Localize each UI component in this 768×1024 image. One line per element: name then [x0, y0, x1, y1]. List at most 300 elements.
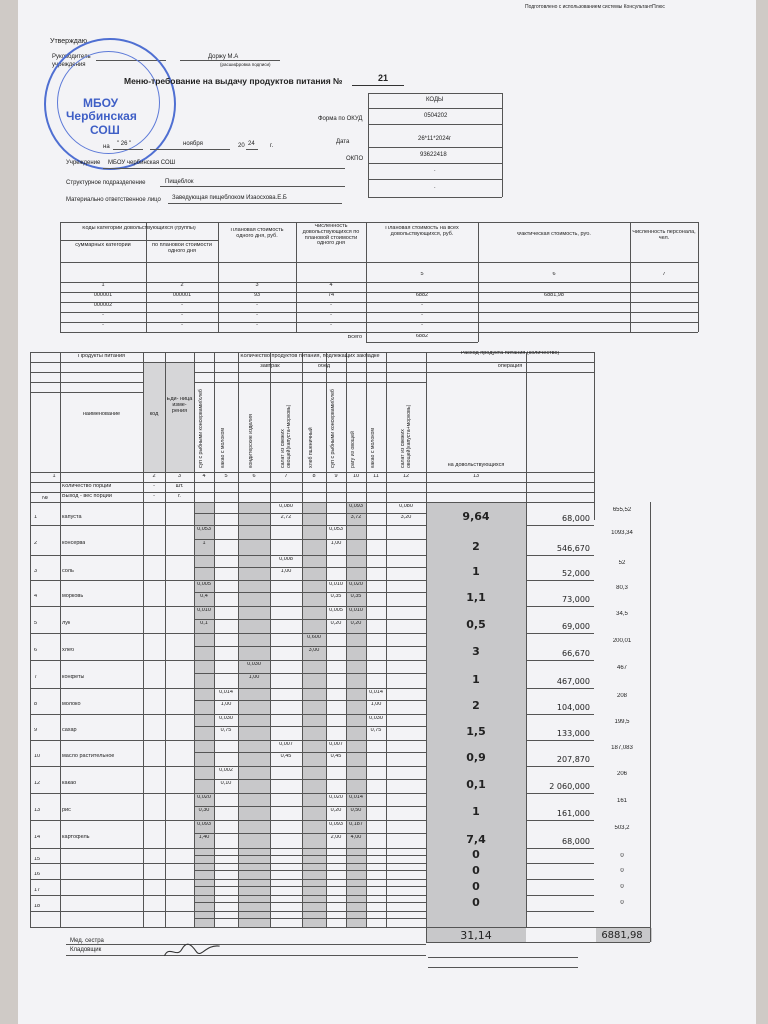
summary-head-staff: Численность персонала, чел. [632, 230, 696, 241]
qty-norm: 0,030 [219, 716, 233, 721]
grid-hline [30, 382, 143, 383]
total-quantity: 0 [472, 896, 480, 909]
col-number: 13 [472, 474, 480, 479]
line-sum: 161 [616, 798, 627, 804]
grid-hline [194, 513, 426, 514]
row-number: 7 [34, 675, 38, 680]
qty-amount: 2,00 [330, 835, 342, 840]
grid-hline [194, 619, 426, 620]
dish-header: какао с молоком [370, 428, 376, 468]
grid-hline [194, 806, 426, 807]
grid-vline [526, 352, 527, 927]
row-number: 15 [34, 857, 41, 862]
summary-col-number: 4 [329, 283, 333, 288]
line-sum: 52 [618, 560, 626, 566]
summary-cell: - [256, 303, 258, 308]
qty-amount: 1,00 [330, 541, 342, 546]
qty-amount: 0,75 [220, 728, 232, 733]
grid-hline [194, 646, 426, 647]
code-empty-2: . [434, 184, 436, 190]
qty-amount: 0,10 [220, 781, 232, 786]
qty-amount: 0,20 [350, 621, 362, 626]
summary-total-label: Всего [347, 335, 362, 340]
summary-cell: - [181, 323, 183, 328]
grid-hline [426, 362, 594, 363]
dish-header: салат из свежих овощей(капуста+морковь) [280, 404, 292, 468]
grid-vline [650, 502, 651, 942]
total-quantity: 0 [472, 864, 480, 877]
qty-norm: 0,005 [197, 582, 211, 587]
footer-line-3 [428, 957, 578, 958]
summary-cell: - [421, 313, 423, 318]
row-number: 18 [34, 904, 41, 909]
summary-cell: 6882 [415, 293, 429, 298]
line-sum: 200,01 [612, 638, 632, 644]
storekeeper-line [66, 955, 426, 956]
sign-hint: (расшифровка подписи) [220, 62, 271, 67]
date-prefix: на [103, 144, 110, 150]
total-quantity: 0,1 [466, 778, 486, 791]
grid-hline [194, 779, 426, 780]
head-label: Руководитель [52, 54, 91, 60]
grid-hline [426, 942, 650, 943]
qty-norm: 0,080 [279, 504, 293, 509]
grid-vline [30, 352, 31, 927]
grid-hline [526, 606, 594, 607]
month-underline [150, 149, 230, 150]
summary-head-sub1: суммарных категорий [75, 243, 131, 248]
unit-price: 69,000 [562, 622, 590, 631]
qty-norm: 0,020 [329, 795, 343, 800]
head-name: Доржу М.А [208, 54, 239, 60]
col-number: 4 [202, 474, 206, 479]
qty-amount: 0,50 [350, 808, 362, 813]
qty-amount: 1,00 [370, 702, 382, 707]
qty-norm: 0,007 [329, 742, 343, 747]
qty-norm: 0,014 [369, 690, 383, 695]
summary-cell: - [181, 303, 183, 308]
day-underline [113, 149, 143, 150]
qty-amount: 0,45 [280, 754, 292, 759]
grid-hline [30, 472, 594, 473]
approve-label: Утверждаю [50, 38, 87, 45]
dish-header: какао с молоком [220, 428, 226, 468]
row-number: 5 [34, 621, 38, 626]
institution-label: Учреждение [66, 160, 101, 166]
qty-norm: 0,030 [369, 716, 383, 721]
line-sum: 208 [616, 693, 627, 699]
grand-total-quantity: 31,14 [460, 929, 492, 942]
qty-amount: 0,20 [330, 621, 342, 626]
summary-cell: - [102, 323, 104, 328]
product-name: картофель [62, 835, 90, 840]
row-number: 12 [34, 781, 41, 786]
col-number: 5 [224, 474, 228, 479]
head-no: № [42, 496, 48, 501]
grid-hline [526, 793, 594, 794]
code-okpo: 93622418 [420, 152, 447, 158]
total-quantity: 2 [472, 699, 480, 712]
portions-dash: - [153, 484, 155, 489]
product-name: лук [62, 621, 71, 626]
qty-norm: 0,093 [349, 504, 363, 509]
summary-col-number: 1 [101, 283, 105, 288]
grid-hline [194, 700, 426, 701]
summary-col-number: 2 [180, 283, 184, 288]
col-number: 7 [284, 474, 288, 479]
qty-norm: 0,020 [349, 582, 363, 587]
date-day: " 26 " [117, 141, 132, 147]
code-label-date: Дата [336, 139, 350, 145]
qty-norm: 0,010 [329, 582, 343, 587]
summary-head-plan-cost: Плановая стоимость одного дня, руб. [230, 228, 284, 239]
grid-hline [526, 555, 594, 556]
grid-hline [194, 833, 426, 834]
qty-norm: 0,600 [307, 635, 321, 640]
qty-norm: 0,053 [197, 527, 211, 532]
grid-hline [194, 726, 426, 727]
summary-vline [698, 222, 699, 332]
org-label: учреждения [52, 62, 86, 68]
col-number: 10 [352, 474, 360, 479]
line-sum: 0 [620, 868, 624, 874]
qty-norm: 0,093 [197, 822, 211, 827]
year-underline [246, 149, 258, 150]
grid-vline [143, 352, 144, 927]
output-unit: г. [178, 494, 181, 499]
total-quantity: 0 [472, 848, 480, 861]
output-label: Выход - вес порций [62, 494, 112, 499]
summary-hline [60, 262, 698, 263]
product-name: хлеб [62, 648, 75, 653]
col-number: 1 [52, 474, 56, 479]
grid-hline [194, 902, 426, 903]
grid-hline [526, 848, 594, 849]
summary-hline [60, 240, 218, 241]
qty-amount: 3,72 [350, 515, 362, 520]
grid-hline [194, 539, 426, 540]
summary-cell: - [181, 313, 183, 318]
qty-norm: 0,014 [219, 690, 233, 695]
summary-total-value: 6882 [415, 334, 429, 339]
unit-price: 73,000 [562, 595, 590, 604]
head-products: Продукты питания [77, 354, 126, 359]
summary-cell: 74 [327, 293, 335, 298]
summary-col-number: 3 [255, 283, 259, 288]
unit-price: 2 060,000 [549, 782, 590, 791]
responsible-label: Материально ответственное лицо [66, 197, 161, 203]
grid-hline [194, 752, 426, 753]
row-number: 4 [34, 594, 38, 599]
dish-header: хлеб пшеничный [308, 427, 314, 468]
product-name: рис [62, 808, 71, 813]
qty-amount: 0,75 [370, 728, 382, 733]
header-note: Подготовлено с использованием системы КонсультантПлюс [525, 4, 665, 10]
codes-header: КОДЫ [426, 97, 444, 103]
grid-hline [526, 660, 594, 661]
col-number: 8 [312, 474, 316, 479]
grid-hline [426, 372, 594, 373]
institution-underline [103, 168, 345, 169]
summary-cell: 93 [253, 293, 261, 298]
total-quantity: 3 [472, 645, 480, 658]
qty-amount: 3,20 [400, 515, 412, 520]
summary-hline [60, 332, 698, 333]
qty-amount: 0,30 [198, 808, 210, 813]
code-okud: 0504202 [424, 113, 448, 119]
qty-amount: 1,00 [280, 569, 292, 574]
row-number: 2 [34, 541, 38, 546]
summary-cell: - [330, 323, 332, 328]
stamp-line-3: СОШ [90, 123, 120, 137]
summary-cell: - [330, 303, 332, 308]
line-sum: 34,5 [616, 611, 628, 617]
row-number: 6 [34, 648, 38, 653]
head-expense: Расход продукта питания (количество) [460, 351, 560, 356]
unit-price: 133,000 [556, 729, 590, 738]
responsible-underline [168, 203, 342, 204]
grid-hline [526, 911, 594, 912]
qty-norm: 0,053 [329, 527, 343, 532]
qty-norm: 0,030 [247, 662, 261, 667]
qty-norm: 0,020 [197, 795, 211, 800]
row-number: 14 [34, 835, 41, 840]
qty-amount: 0,45 [330, 754, 342, 759]
grid-hline [526, 863, 594, 864]
grid-hline [526, 688, 594, 689]
nurse-line [66, 944, 426, 945]
line-sum: 0 [620, 853, 624, 859]
row-number: 16 [34, 872, 41, 877]
grid-vline [165, 352, 166, 927]
unit-price: 68,000 [562, 514, 590, 523]
grid-hline [526, 895, 594, 896]
line-sum: 503,2 [614, 825, 630, 831]
total-quantity: 1,5 [466, 725, 486, 738]
summary-head-count: Численность довольствующихся по плановой стоимости одного дня [302, 224, 360, 247]
qty-norm: 0,080 [399, 504, 413, 509]
portions-unit: шт. [175, 484, 184, 489]
total-quantity: 0 [472, 880, 480, 893]
grid-hline [194, 592, 426, 593]
product-name: молоко [62, 702, 81, 707]
qty-amount: 0,20 [330, 808, 342, 813]
unit-price: 546,670 [556, 544, 590, 553]
product-name: сахар [62, 728, 77, 733]
qty-norm: 0,010 [197, 608, 211, 613]
line-sum: 0 [620, 884, 624, 890]
dish-header: суп с рыбными консервами/хлеб [330, 389, 336, 468]
unit-price: 161,000 [556, 809, 590, 818]
total-quantity: 1 [472, 805, 480, 818]
product-name: капуста [62, 515, 82, 520]
grid-vline [238, 352, 239, 927]
grid-hline [194, 870, 426, 871]
qty-amount: 0,1 [200, 621, 208, 626]
summary-head-fact: Фактическая стоимость, руб. [517, 232, 591, 237]
qty-amount: 0,4 [200, 594, 208, 599]
grid-hline [194, 918, 426, 919]
head-code: код [149, 412, 159, 417]
summary-head-codes: Коды категорий довольствующихся (группы) [82, 226, 196, 231]
unit-price: 68,000 [562, 837, 590, 846]
qty-amount: 1,00 [248, 675, 260, 680]
code-label-okud: Форма по ОКУД [318, 116, 363, 122]
unit-underline [160, 186, 345, 187]
grid-hline [526, 820, 594, 821]
qty-norm: 0,093 [329, 822, 343, 827]
grid-hline [526, 525, 594, 526]
grid-hline [194, 372, 426, 373]
grid-vline [366, 352, 367, 927]
col-number: 11 [373, 474, 379, 479]
col-number: 2 [152, 474, 156, 479]
total-quantity: 7,4 [466, 833, 486, 846]
total-quantity: 0,5 [466, 618, 486, 631]
summary-head-plan-total: Плановая стоимость на всех довольствующихся, руб. [385, 226, 459, 237]
date-year: 24 [248, 141, 255, 147]
code-label-okpo: ОКПО [346, 156, 364, 162]
total-quantity: 1 [472, 565, 480, 578]
total-quantity: 1,1 [466, 591, 486, 604]
line-sum: 1093,34 [611, 530, 633, 536]
row-number: 17 [34, 888, 41, 893]
grid-hline [526, 633, 594, 634]
qty-norm: 0,007 [279, 742, 293, 747]
line-sum: 206 [616, 771, 627, 777]
summary-cell: - [421, 303, 423, 308]
summary-cell: - [330, 313, 332, 318]
grid-vline [270, 352, 271, 927]
total-quantity: 9,64 [462, 510, 490, 523]
number-underline [352, 85, 404, 86]
qty-amount: 4,00 [350, 835, 362, 840]
summary-cell: - [102, 313, 104, 318]
head-lunch: обед [317, 364, 331, 369]
col-number: 3 [177, 474, 182, 479]
qty-amount: 1,40 [198, 835, 210, 840]
product-name: консерва [62, 541, 86, 546]
dish-header: рагу из овощей [350, 431, 356, 468]
qty-amount: 1 [202, 541, 206, 546]
stamp-line-2: Чербинская [66, 109, 137, 123]
grid-hline [526, 580, 594, 581]
dish-header: салат из свежих овощей(капуста+морковь) [400, 404, 412, 468]
head-breakfast: завтрак [260, 364, 280, 369]
grid-hline [194, 673, 426, 674]
qty-norm: 0,187 [349, 822, 363, 827]
dish-header: суп с рыбными консервами/хлеб [198, 389, 204, 468]
grid-hline [30, 492, 594, 493]
line-sum: 655,52 [612, 507, 632, 513]
grid-hline [30, 392, 143, 393]
line-sum: 80,3 [616, 585, 628, 591]
summary-col-number: 6 [552, 272, 556, 277]
summary-cell: - [421, 323, 423, 328]
grid-hline [30, 372, 143, 373]
unit-price: 52,000 [562, 569, 590, 578]
summary-vline [478, 332, 479, 342]
grand-total-sum: 6881,98 [601, 930, 643, 941]
row-number: 9 [34, 728, 38, 733]
product-name: какао [62, 781, 77, 786]
grid-hline [30, 927, 426, 928]
qty-norm: 0,008 [279, 557, 293, 562]
qty-amount: 0,35 [350, 594, 362, 599]
qty-norm: 0,010 [349, 608, 363, 613]
unit-label: Структурное подразделение [66, 180, 146, 186]
stamp-line-1: МБОУ [83, 96, 119, 110]
summary-col-number: 7 [662, 272, 666, 277]
line-sum: 199,5 [614, 719, 630, 725]
qty-amount: 0,35 [330, 594, 342, 599]
total-quantity: 2 [472, 540, 480, 553]
document-number: 21 [378, 73, 389, 83]
unit-price: 104,000 [556, 703, 590, 712]
summary-cell: 6881,98 [544, 293, 564, 298]
code-date: 26*11*2024г [418, 136, 452, 142]
row-number: 13 [34, 808, 41, 813]
col-number: 12 [402, 474, 410, 479]
qty-norm: 0,002 [219, 768, 233, 773]
grid-vline [60, 352, 61, 927]
unit-price: 207,870 [556, 755, 590, 764]
summary-cell: - [256, 323, 258, 328]
institution-value: МБОУ чербинская СОШ [108, 160, 176, 166]
date-year-prefix: 20 [238, 143, 245, 149]
summary-cell: 000001 [172, 293, 192, 298]
row-number: 3 [34, 569, 38, 574]
qty-norm: 0,014 [349, 795, 363, 800]
grid-hline [194, 886, 426, 887]
grid-vline [214, 352, 215, 927]
footer-line-4 [428, 967, 578, 968]
responsible-value: Заведующая пищеблоком Изаосхова.Е.Б [172, 195, 287, 201]
unit-value: Пищеблок [165, 179, 194, 185]
qty-amount: 2,72 [280, 515, 292, 520]
code-empty-1: . [434, 167, 436, 173]
grid-hline [194, 855, 426, 856]
summary-hline [366, 342, 478, 343]
nurse-label: Мед. сестра [70, 938, 104, 944]
total-quantity: 0,9 [466, 751, 486, 764]
storekeeper-label: Кладовщик [70, 947, 102, 953]
date-month: ноября [183, 141, 203, 147]
product-name: конфеты [62, 675, 85, 680]
summary-cell: 000001 [93, 293, 113, 298]
unit-price: 467,000 [556, 677, 590, 686]
head-operation: операция [497, 364, 523, 369]
total-quantity: 1 [472, 673, 480, 686]
grid-hline [526, 740, 594, 741]
row-number: 10 [34, 754, 41, 759]
product-name: морковь [62, 594, 84, 599]
line-sum: 467 [616, 665, 627, 671]
grid-hline [426, 927, 650, 928]
grid-hline [30, 502, 594, 503]
grid-hline [526, 714, 594, 715]
grid-hline [194, 567, 426, 568]
unit-price: 66,670 [562, 649, 590, 658]
col-number: 9 [334, 474, 338, 479]
dish-header: кондитерские изделия [248, 414, 254, 468]
portions-label: Количество порций [62, 484, 112, 489]
grid-vline [386, 352, 387, 927]
product-name: масло растительное [62, 754, 115, 759]
grid-hline [30, 482, 594, 483]
grid-hline [526, 766, 594, 767]
qty-amount: 1,00 [220, 702, 232, 707]
